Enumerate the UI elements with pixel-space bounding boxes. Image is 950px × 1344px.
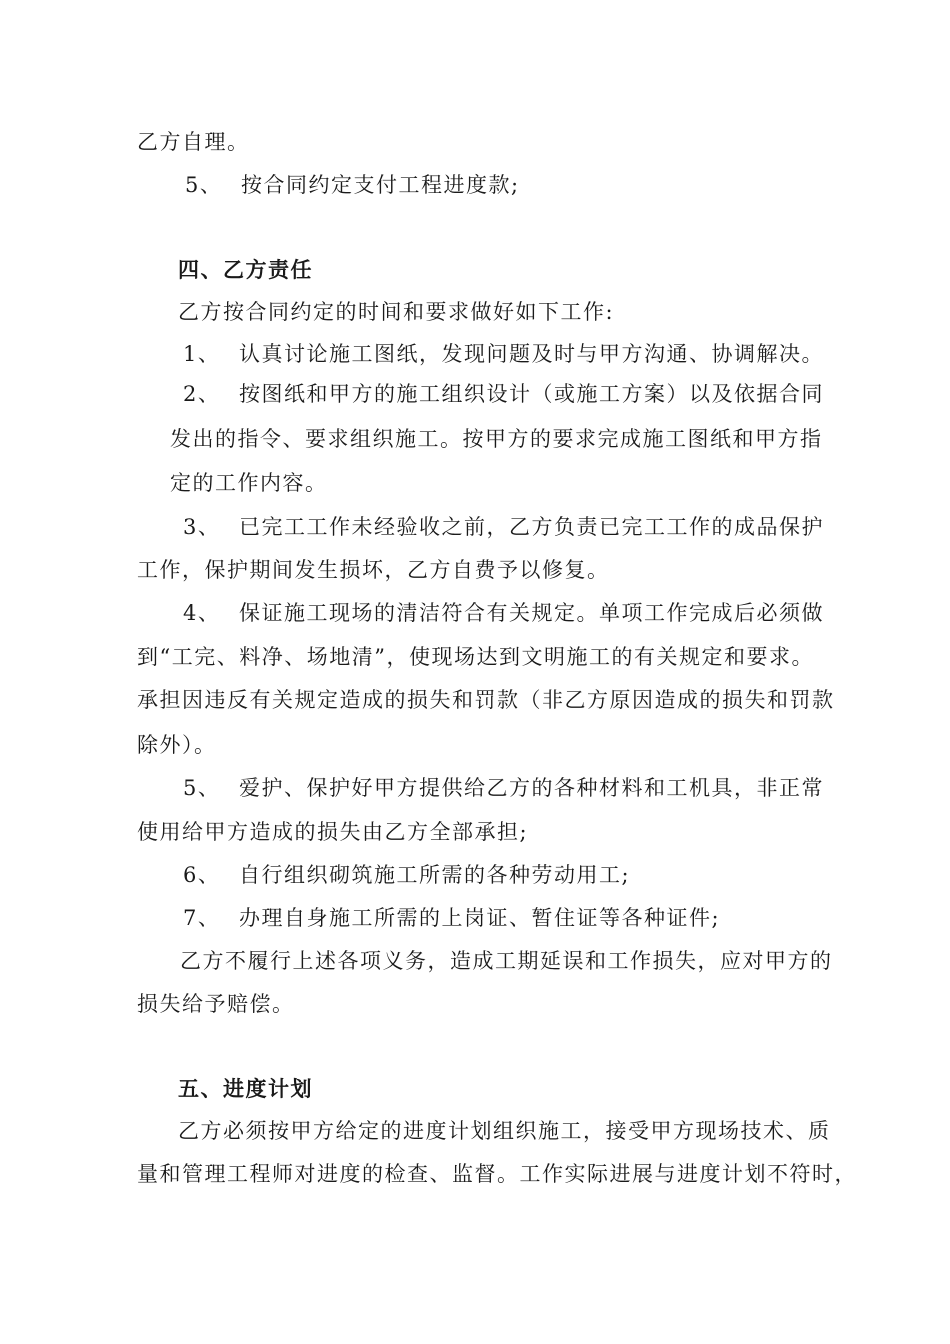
list-item-text: 爱护、保护好甲方提供给乙方的各种材料和工机具，非正常 <box>239 776 824 800</box>
paragraph-line: 定的工作内容。 <box>170 471 328 495</box>
list-item-text: 保证施工现场的清洁符合有关规定。单项工作完成后必须做 <box>239 601 824 625</box>
paragraph-line: 损失给予赔偿。 <box>137 992 295 1016</box>
list-item-text: 按图纸和甲方的施工组织设计（或施工方案）以及依据合同 <box>239 382 824 406</box>
list-item <box>183 904 720 932</box>
list-item-number: 7、 <box>183 906 221 930</box>
list-item-number: 4、 <box>183 601 221 625</box>
text-line: 乙方自理。 <box>137 130 250 154</box>
list-item <box>185 171 520 199</box>
list-item <box>183 513 824 541</box>
list-item <box>183 774 824 802</box>
paragraph-line: 除外）。 <box>137 733 217 757</box>
paragraph-line: 承担因违反有关规定造成的损失和罚款（非乙方原因造成的损失和罚款 <box>137 688 835 712</box>
list-item-number: 3、 <box>183 515 221 539</box>
section-heading: 四、乙方责任 <box>178 258 313 282</box>
list-item <box>183 861 630 889</box>
list-item <box>183 380 824 408</box>
list-item-number: 5、 <box>183 776 221 800</box>
paragraph-line: 工作，保护期间发生损坏，乙方自费予以修复。 <box>137 558 610 582</box>
paragraph-line: 使用给甲方造成的损失由乙方全部承担; <box>137 820 529 844</box>
list-item-text: 认真讨论施工图纸，发现问题及时与甲方沟通、协调解决。 <box>239 342 824 366</box>
list-item-text: 已完工工作未经验收之前，乙方负责已完工工作的成品保护 <box>239 515 824 539</box>
list-item-number: 1、 <box>183 342 221 366</box>
paragraph-line: 乙方必须按甲方给定的进度计划组织施工，接受甲方现场技术、质 <box>178 1119 831 1143</box>
paragraph-line: 乙方不履行上述各项义务，造成工期延误和工作损失，应对甲方的 <box>180 949 833 973</box>
paragraph-line: 到“工完、料净、场地清”，使现场达到文明施工的有关规定和要求。 <box>137 645 814 669</box>
section-heading: 五、进度计划 <box>178 1077 313 1101</box>
list-item-number: 6、 <box>183 863 221 887</box>
list-item-number: 5、 <box>185 173 223 197</box>
paragraph-line: 量和管理工程师对进度的检查、监督。工作实际进展与进度计划不符时， <box>137 1162 857 1186</box>
paragraph-line: 发出的指令、要求组织施工。按甲方的要求完成施工图纸和甲方指 <box>170 427 823 451</box>
list-item <box>183 340 824 368</box>
list-item-text: 按合同约定支付工程进度款; <box>241 173 520 197</box>
paragraph-line: 乙方按合同约定的时间和要求做好如下工作: <box>178 300 615 324</box>
list-item <box>183 599 824 627</box>
list-item-text: 自行组织砌筑施工所需的各种劳动用工; <box>239 863 631 887</box>
list-item-number: 2、 <box>183 382 221 406</box>
list-item-text: 办理自身施工所需的上岗证、暂住证等各种证件; <box>239 906 721 930</box>
